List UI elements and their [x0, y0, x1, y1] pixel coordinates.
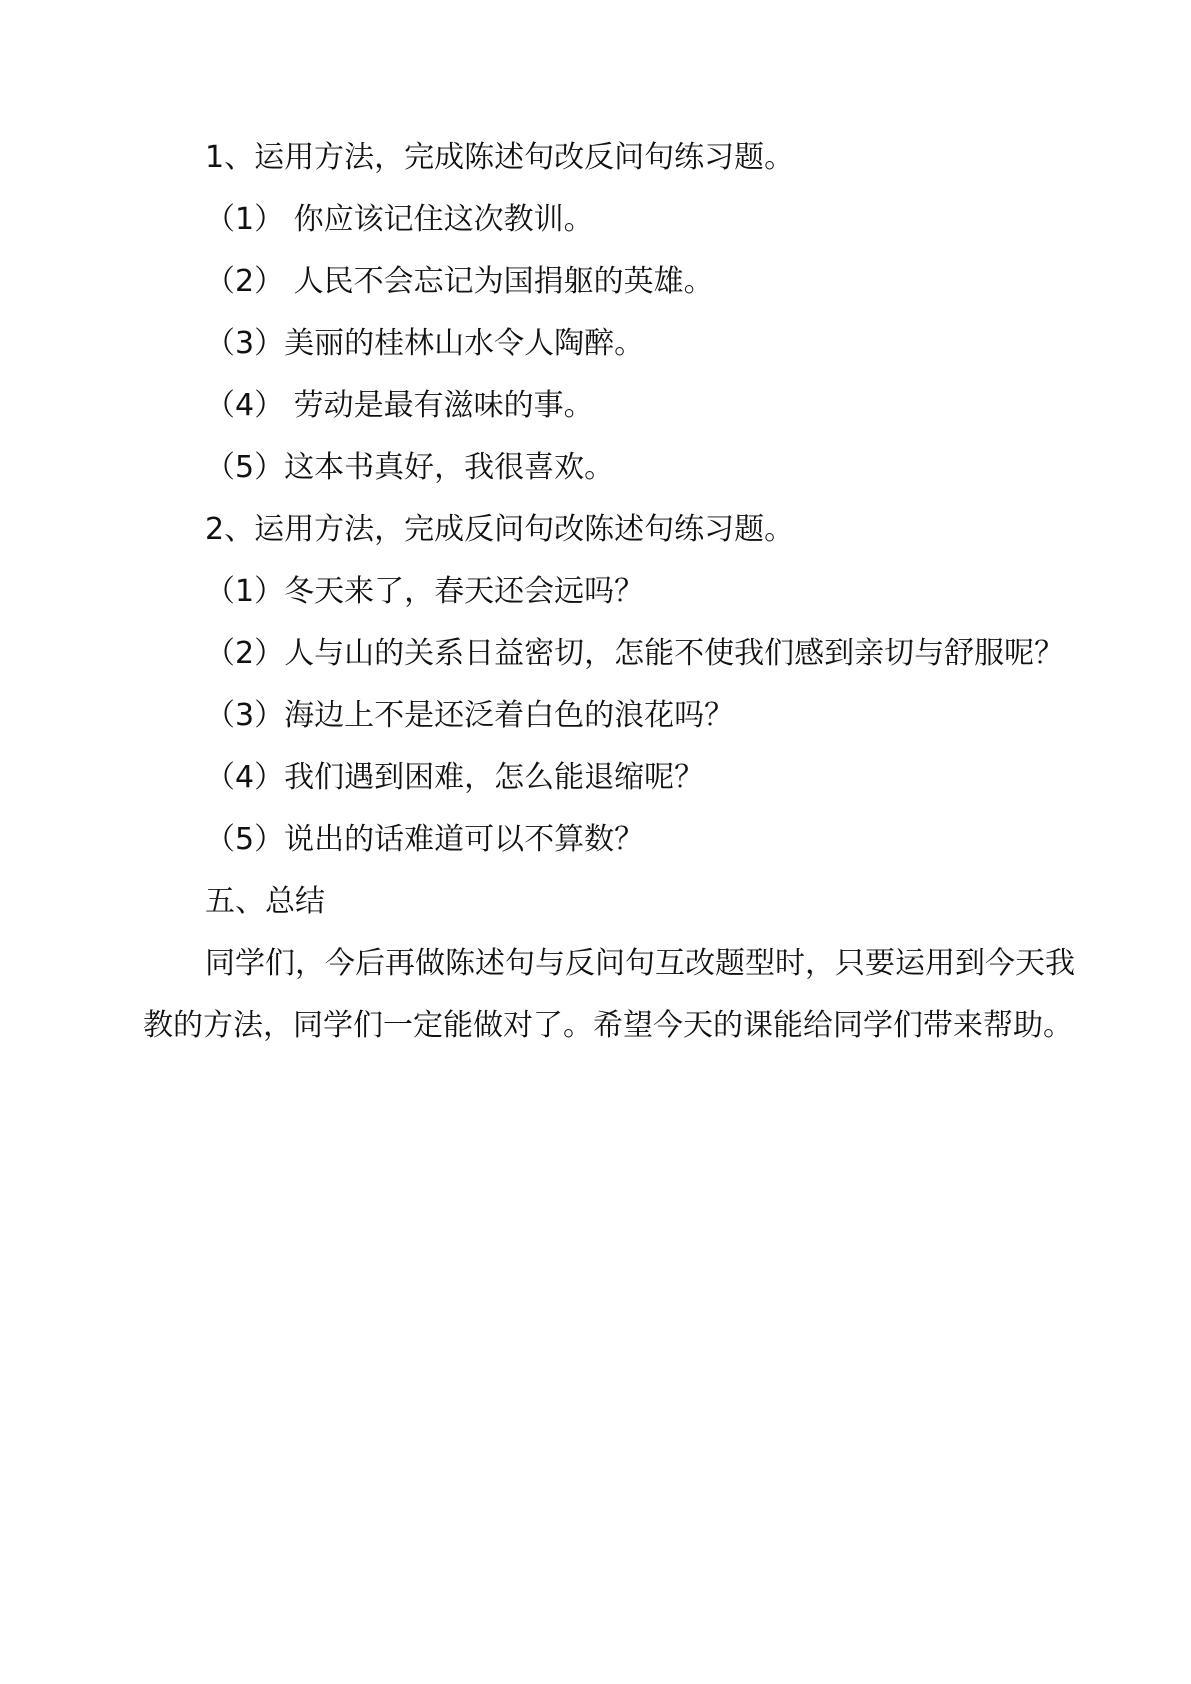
section-heading-summary: 五、总结 — [205, 884, 325, 919]
exercise-2-item-2: （2）人与山的关系日益密切，怎能不使我们感到亲切与舒服呢？ — [205, 636, 1065, 671]
exercise-1-item-5: （5）这本书真好，我很喜欢。 — [205, 450, 615, 485]
exercise-1-item-4: （4） 劳动是最有滋味的事。 — [205, 388, 594, 423]
exercise-2-item-1: （1）冬天来了，春天还会远吗？ — [205, 574, 645, 609]
exercise-1-heading: 1、运用方法，完成陈述句改反问句练习题。 — [205, 140, 795, 175]
exercise-1-item-2: （2） 人民不会忘记为国捐躯的英雄。 — [205, 264, 714, 299]
exercise-2-item-3: （3）海边上不是还泛着白色的浪花吗？ — [205, 698, 735, 733]
exercise-1-item-1: （1） 你应该记住这次教训。 — [205, 202, 594, 237]
document-body — [143, 127, 1083, 1057]
exercise-1-item-3: （3）美丽的桂林山水令人陶醉。 — [205, 326, 645, 361]
summary-paragraph: 同学们，今后再做陈述句与反问句互改题型时，只要运用到今天我教的方法，同学们一定能做对了。希望今天的课能给同学们带来帮助。 — [143, 946, 1075, 1043]
exercise-2-heading: 2、运用方法，完成反问句改陈述句练习题。 — [205, 512, 795, 547]
exercise-2-item-5: （5）说出的话难道可以不算数？ — [205, 822, 645, 857]
exercise-2-item-4: （4）我们遇到困难，怎么能退缩呢？ — [205, 760, 705, 795]
